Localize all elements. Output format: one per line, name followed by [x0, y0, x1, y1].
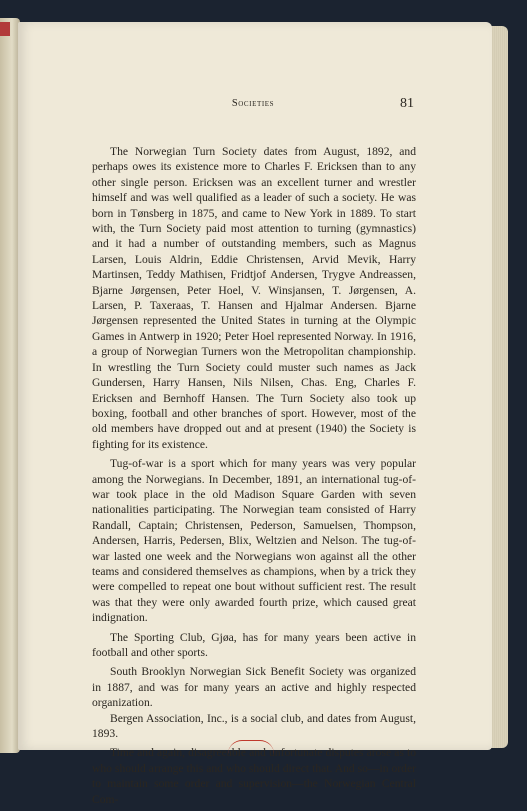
page-number: 81	[400, 96, 414, 111]
paragraph: Bergen Association, Inc., is a social club, and dates from August, 1893.	[92, 711, 416, 741]
body-text	[92, 144, 416, 811]
red-pencil-mark	[228, 740, 274, 755]
paragraph: South Brooklyn Norwegian Sick Benefit Society was organized in 1887, and was for many years an active and highly respected organization.	[92, 665, 416, 710]
page-header	[92, 96, 414, 116]
paragraph: The Sporting Club, Gjøa, has for many years been active in football and other sports.	[92, 630, 416, 659]
paragraph: The Norwegian Turn Society dates from August, 1892, and perhaps owes its existence more to Charles F. Ericksen than to any other single person. Ericksen was an excellent turner and wrestler himself and was well qualified as a leader of such a society. He was born in Tønsberg in 1875, and came to New York in 1889. To start with, the Turn Society paid most attention to turning (gymnastics) and it had a number of outstanding members, such as Magnus Larsen, Louis Aldrin, Eddie Christensen, Arvid Mevik, Harry Martinsen, Teddy Mathisen, Fridtjof Andersen, Trygve Andreassen, Bjarne Jørgensen, Peter Hoel, V. Winsjansen, T. Jørgensen, A. Larsen, P. Taxeraas, T. Hansen and Hjalmar Andersen. Bjarne Jørgensen represented the United States in turning at the Olympic Games in Antwerp in 1920; Peter Hoel represented Norway. In 1916, a group of Norwegian Turners won the Metropolitan championship. In wrestling the Turn Society could muster such names as Jack Gundersen, Harry Hansen, Nils Nilsen, Chas. Eng, Charles F. Ericksen and Bernhoff Hansen. The Turn Society also took up boxing, football and other branches of sport. However, most of the old members have dropped out and at present (1940) the Society is fighting for its existence.	[92, 145, 416, 451]
cover-ribbon	[0, 22, 10, 36]
book-cover-edge	[0, 18, 20, 753]
paragraph: Time and again, disagreeable and unfortunate disputes arose as to who should arrange this and who should direct that. And so—in order to maintain some order and supervision—the Norwegian Central Com-	[92, 746, 416, 806]
paragraph: Tug-of-war is a sport which for many years was very popular among the Norwegians. In December, 1891, an international tug-of-war took place in the old Madison Square Garden with seven nationalities participating. The Norwegian team consisted of Harry Randall, Captain; Christensen, Pederson, Samuelsen, Thompson, Andersen, Harris, Pedersen, Blix, Weltzien and Nelson. The tug-of-war lasted one week and the Norwegians won against all the other teams and considered themselves as champions, when by a trick they were compelled to repeat one bout without sufficient rest. The result was that they were only awarded fourth prize, which caused great indignation.	[92, 457, 416, 625]
running-title: Societies	[231, 98, 275, 109]
